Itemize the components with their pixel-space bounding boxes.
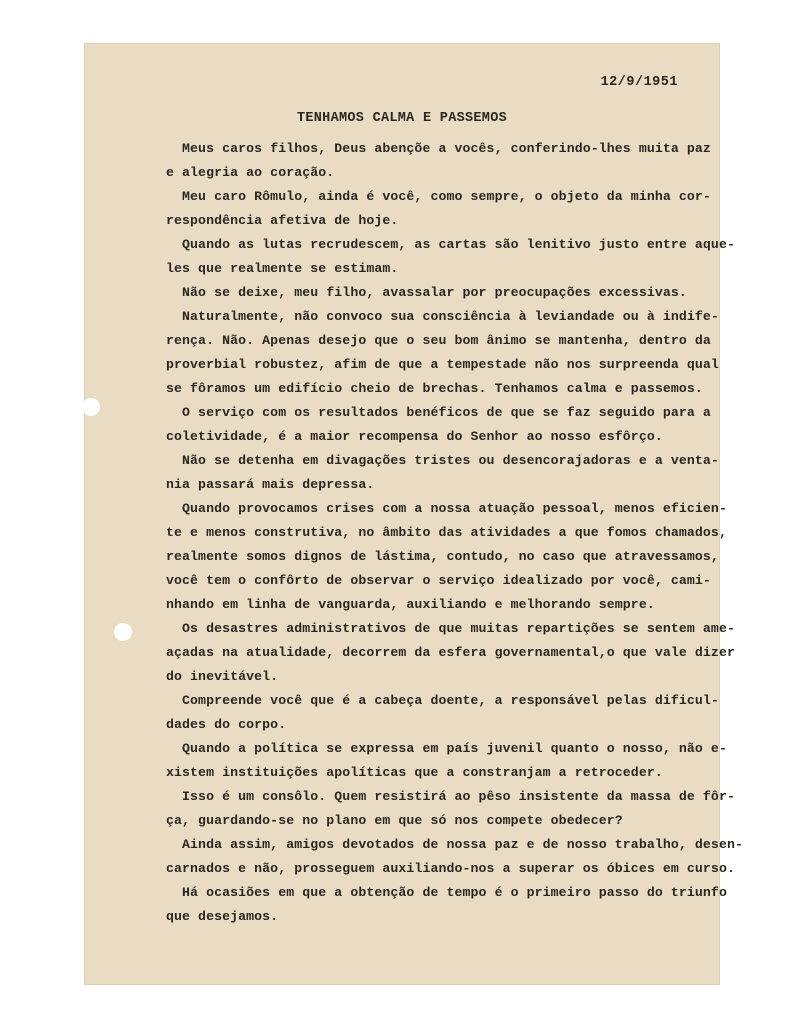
text-line: coletividade, é a maior recompensa do Senhor ao nosso esfôrço. bbox=[166, 429, 663, 444]
typewritten-page bbox=[84, 43, 743, 985]
text-line: Quando a política se expressa em país juvenil quanto o nosso, não e- bbox=[166, 741, 727, 756]
text-line: nia passará mais depressa. bbox=[166, 477, 375, 492]
text-line: dades do corpo. bbox=[166, 717, 287, 732]
punch-hole bbox=[82, 398, 100, 416]
document-date: 12/9/1951 bbox=[600, 75, 678, 90]
text-line: Os desastres administrativos de que muitas repartições se sentem ame- bbox=[166, 621, 735, 636]
text-line: Quando as lutas recrudescem, as cartas são lenitivo justo entre aque- bbox=[166, 237, 735, 252]
text-line: nhando em linha de vanguarda, auxiliando e melhorando sempre. bbox=[166, 597, 655, 612]
text-line: você tem o confôrto de observar o serviço idealizado por você, cami- bbox=[166, 573, 711, 588]
text-line: se fôramos um edifício cheio de brechas. Tenhamos calma e passemos. bbox=[166, 381, 703, 396]
text-line: O serviço com os resultados benéficos de que se faz seguido para a bbox=[166, 405, 711, 420]
text-line: do inevitável. bbox=[166, 669, 279, 684]
text-line: respondência afetiva de hoje. bbox=[166, 213, 399, 228]
text-line: Compreende você que é a cabeça doente, a responsável pelas dificul- bbox=[166, 693, 719, 708]
text-line: Isso é um consôlo. Quem resistirá ao pêso insistente da massa de fôr- bbox=[166, 789, 735, 804]
text-line: xistem instituições apolíticas que a constranjam a retroceder. bbox=[166, 765, 663, 780]
text-line: Naturalmente, não convoco sua consciência à leviandade ou à indife- bbox=[166, 309, 719, 324]
text-line: Meus caros filhos, Deus abençõe a vocês, conferindo-lhes muita paz bbox=[166, 141, 711, 156]
text-line: ça, guardando-se no plano em que só nos compete obedecer? bbox=[166, 813, 623, 828]
punch-hole bbox=[114, 623, 132, 641]
text-line: carnados e não, prosseguem auxiliando-nos a superar os óbices em curso. bbox=[166, 861, 735, 876]
letter-body bbox=[166, 137, 743, 929]
text-line: les que realmente se estimam. bbox=[166, 261, 399, 276]
text-line: e alegria ao coração. bbox=[166, 165, 335, 180]
text-line: realmente somos dignos de lástima, contudo, no caso que atravessamos, bbox=[166, 549, 719, 564]
text-line: Há ocasiões em que a obtenção de tempo é o primeiro passo do triunfo bbox=[166, 885, 727, 900]
text-line: Quando provocamos crises com a nossa atuação pessoal, menos eficien- bbox=[166, 501, 727, 516]
text-line: açadas na atualidade, decorrem da esfera governamental,o que vale dizer bbox=[166, 645, 735, 660]
text-line: rença. Não. Apenas desejo que o seu bom ânimo se mantenha, dentro da bbox=[166, 333, 711, 348]
text-line: que desejamos. bbox=[166, 909, 279, 924]
text-line: Meu caro Rômulo, ainda é você, como sempre, o objeto da minha cor- bbox=[166, 189, 711, 204]
text-line: Não se detenha em divagações tristes ou desencorajadoras e a venta- bbox=[166, 453, 719, 468]
text-line: Ainda assim, amigos devotados de nossa paz e de nosso trabalho, desen- bbox=[166, 837, 743, 852]
text-line: Não se deixe, meu filho, avassalar por preocupações excessivas. bbox=[166, 285, 687, 300]
document-title: TENHAMOS CALMA E PASSEMOS bbox=[296, 111, 508, 126]
text-line: te e menos construtiva, no âmbito das atividades a que fomos chamados, bbox=[166, 525, 727, 540]
text-line: proverbial robustez, afim de que a tempestade não nos surpreenda qual bbox=[166, 357, 719, 372]
